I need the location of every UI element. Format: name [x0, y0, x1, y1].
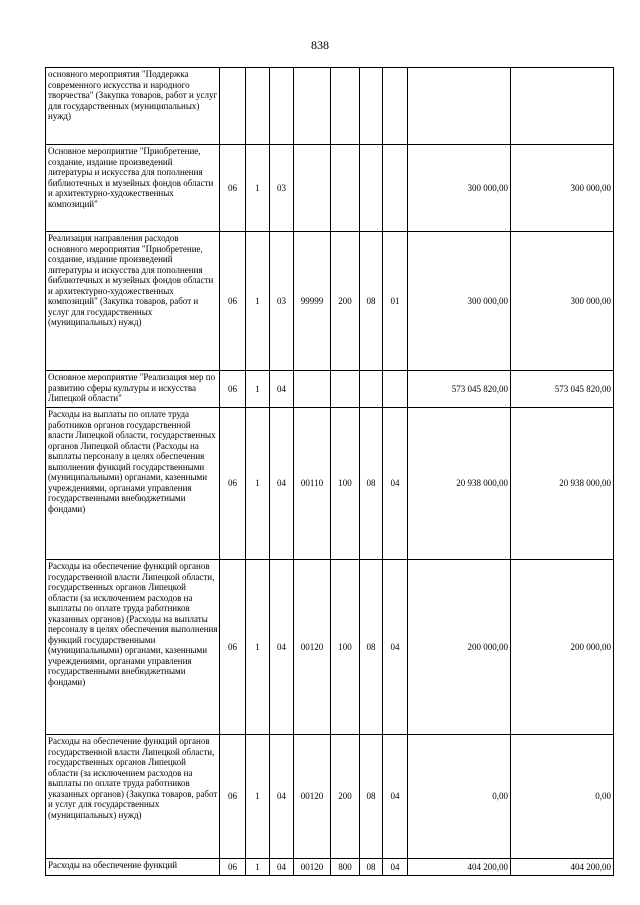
table-row — [46, 560, 614, 735]
function-section-code-cell — [360, 145, 383, 232]
subprogram-code-cell: 04 — [270, 408, 294, 560]
expense-name-cell: Расходы на выплаты по оплате труда работников органов государственной власти Липецкой области, государственных органов Липецкой области (Расходы на выплаты персоналу в целях обеспечения выполнения функций государственными (муниципальными) органами, казенными учреждениями, органами управления государственными внебюджетными фондами) — [46, 408, 220, 560]
expense-type-code-cell: 800 — [331, 859, 360, 876]
amount-year2-cell: 300 000,00 — [511, 232, 614, 371]
function-section-code-cell: 08 — [360, 735, 383, 859]
function-subsection-code-cell: 01 — [383, 232, 408, 371]
section-code-cell: 06 — [220, 560, 246, 735]
expense-name-cell: Расходы на обеспечение функций органов государственной власти Липецкой области, государственных органов Липецкой области (за исключением расходов на выплаты по оплате труда работников указанных органов) (Закупка товаров, работ и услуг для государственных (муниципальных) нужд) — [46, 735, 220, 859]
subprogram-code-cell: 04 — [270, 735, 294, 859]
amount-year1-cell: 0,00 — [408, 735, 511, 859]
section-code-cell: 06 — [220, 859, 246, 876]
expense-direction-code-cell: 00120 — [294, 560, 331, 735]
table-row — [46, 145, 614, 232]
amount-year1-cell: 200 000,00 — [408, 560, 511, 735]
amount-year2-cell: 0,00 — [511, 735, 614, 859]
program-code-cell: 1 — [246, 560, 270, 735]
table-row — [46, 859, 614, 876]
amount-year2-cell: 20 938 000,00 — [511, 408, 614, 560]
expense-name-cell: Основное мероприятие "Реализация мер по развитию сферы культуры и искусства Липецкой области" — [46, 371, 220, 408]
section-code-cell: 06 — [220, 232, 246, 371]
program-code-cell: 1 — [246, 371, 270, 408]
expense-type-code-cell — [331, 68, 360, 145]
function-section-code-cell: 08 — [360, 408, 383, 560]
subprogram-code-cell: 04 — [270, 371, 294, 408]
amount-year2-cell: 573 045 820,00 — [511, 371, 614, 408]
expense-type-code-cell — [331, 145, 360, 232]
expense-type-code-cell: 200 — [331, 232, 360, 371]
expense-direction-code-cell: 00110 — [294, 408, 331, 560]
subprogram-code-cell — [270, 68, 294, 145]
function-section-code-cell — [360, 68, 383, 145]
budget-table — [45, 67, 614, 876]
expense-direction-code-cell: 00120 — [294, 735, 331, 859]
amount-year1-cell: 20 938 000,00 — [408, 408, 511, 560]
expense-type-code-cell: 200 — [331, 735, 360, 859]
amount-year2-cell: 200 000,00 — [511, 560, 614, 735]
expense-type-code-cell: 100 — [331, 408, 360, 560]
amount-year1-cell: 300 000,00 — [408, 232, 511, 371]
amount-year2-cell: 300 000,00 — [511, 145, 614, 232]
program-code-cell: 1 — [246, 408, 270, 560]
expense-direction-code-cell — [294, 145, 331, 232]
section-code-cell: 06 — [220, 735, 246, 859]
expense-type-code-cell: 100 — [331, 560, 360, 735]
amount-year1-cell: 573 045 820,00 — [408, 371, 511, 408]
function-subsection-code-cell — [383, 371, 408, 408]
function-subsection-code-cell: 04 — [383, 560, 408, 735]
expense-name-cell: Основное мероприятие "Приобретение, создание, издание произведений литературы и искусства для пополнения библиотечных и музейных фондов области и архитектурно-художественных композиций" — [46, 145, 220, 232]
subprogram-code-cell: 03 — [270, 145, 294, 232]
function-section-code-cell: 08 — [360, 859, 383, 876]
page-number: 838 — [311, 38, 329, 52]
amount-year2-cell — [511, 68, 614, 145]
section-code-cell: 06 — [220, 145, 246, 232]
function-section-code-cell — [360, 371, 383, 408]
amount-year1-cell: 300 000,00 — [408, 145, 511, 232]
amount-year1-cell: 404 200,00 — [408, 859, 511, 876]
subprogram-code-cell: 04 — [270, 859, 294, 876]
function-subsection-code-cell: 04 — [383, 859, 408, 876]
section-code-cell — [220, 68, 246, 145]
expense-type-code-cell — [331, 371, 360, 408]
function-section-code-cell: 08 — [360, 232, 383, 371]
expense-name-cell: Реализация направления расходов основного мероприятия "Приобретение, создание, издание произведений литературы и искусства для пополнения библиотечных и музейных фондов области и архитектурно-художественных композиций" (Закупка товаров, работ и услуг для государственных (муниципальных) нужд) — [46, 232, 220, 371]
expense-direction-code-cell: 00120 — [294, 859, 331, 876]
section-code-cell: 06 — [220, 371, 246, 408]
program-code-cell: 1 — [246, 735, 270, 859]
subprogram-code-cell: 04 — [270, 560, 294, 735]
table-row — [46, 232, 614, 371]
expense-direction-code-cell — [294, 68, 331, 145]
program-code-cell: 1 — [246, 145, 270, 232]
function-section-code-cell: 08 — [360, 560, 383, 735]
expense-direction-code-cell — [294, 371, 331, 408]
program-code-cell: 1 — [246, 232, 270, 371]
table-row — [46, 408, 614, 560]
table-row — [46, 68, 614, 145]
program-code-cell: 1 — [246, 859, 270, 876]
function-subsection-code-cell — [383, 68, 408, 145]
table-body — [46, 68, 614, 876]
table-row — [46, 735, 614, 859]
amount-year1-cell — [408, 68, 511, 145]
expense-direction-code-cell: 99999 — [294, 232, 331, 371]
expense-name-cell: основного мероприятия "Поддержка современного искусства и народного творчества" (Закупка товаров, работ и услуг для государственных (муниципальных) нужд) — [46, 68, 220, 145]
expense-name-cell: Расходы на обеспечение функций органов государственной власти Липецкой области, государственных органов Липецкой области (за исключением расходов на выплаты по оплате труда работников указанных органов) (Расходы на выплаты персоналу в целях обеспечения выполнения функций государственными (муниципальными) органами, казенными учреждениями, органами управления государственными внебюджетными фондами) — [46, 560, 220, 735]
function-subsection-code-cell — [383, 145, 408, 232]
subprogram-code-cell: 03 — [270, 232, 294, 371]
expense-name-cell: Расходы на обеспечение функций — [46, 859, 220, 876]
amount-year2-cell: 404 200,00 — [511, 859, 614, 876]
section-code-cell: 06 — [220, 408, 246, 560]
program-code-cell — [246, 68, 270, 145]
function-subsection-code-cell: 04 — [383, 735, 408, 859]
function-subsection-code-cell: 04 — [383, 408, 408, 560]
table-row — [46, 371, 614, 408]
